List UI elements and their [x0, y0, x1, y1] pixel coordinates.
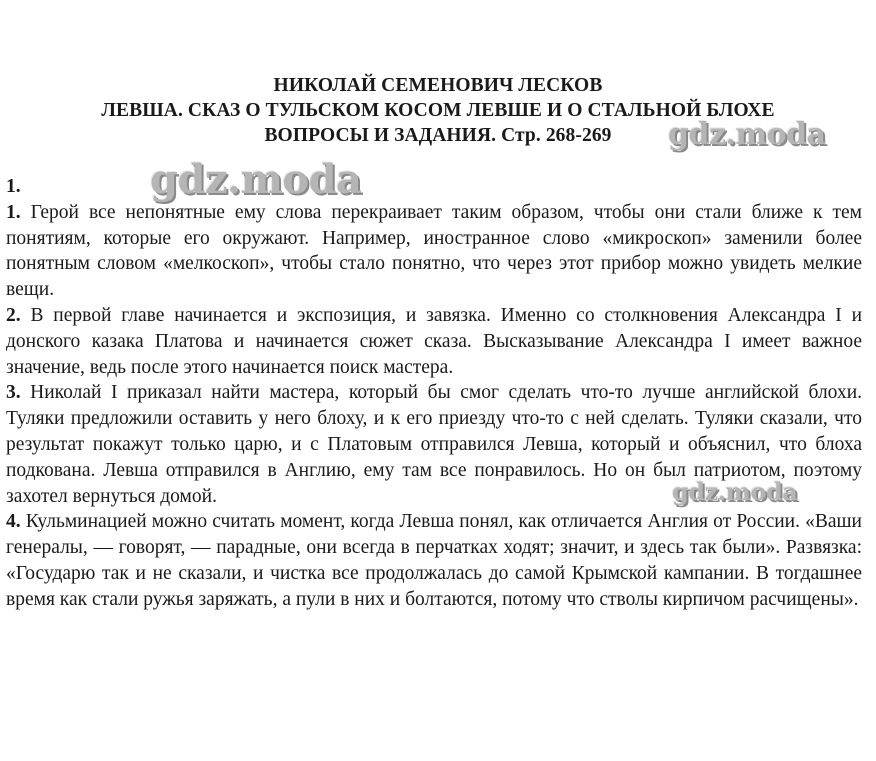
section-number-label: 1.	[6, 176, 21, 197]
answers-body	[6, 174, 862, 613]
subtitle-heading: ВОПРОСЫ И ЗАДАНИЯ. Стр. 268-269	[264, 125, 612, 146]
answer-number: 3.	[6, 382, 21, 404]
section-number	[6, 174, 862, 200]
title-heading: ЛЕВША. СКАЗ О ТУЛЬСКОМ КОСОМ ЛЕВШЕ И О СТАЛЬНОЙ БЛОХЕ	[101, 100, 775, 121]
answer-text: Кульминацией можно считать момент, когда Левша понял, как отличается Англия от России. «Ваши генералы, — говорят, — парадные, они всегда в перчатках ходят; значит, и здесь так были». Развязка: «Государю так и не сказали, и чистка все продолжалась до самой Крымской кампании. В тогдашнее время как стали ружья заряжать, а пули в них и болтаются, потому что стволы кирпичом расчищены».	[6, 511, 862, 610]
answer-number: 4.	[6, 511, 21, 533]
watermark-logo: gdz.moda	[150, 156, 362, 203]
answer-text: В первой главе начинается и экспозиция, и завязка. Именно со столкновения Александра I и донского казака Платова и начинается сюжет сказа. Высказывание Александра I имеет важное значение, ведь после этого начинается поиск мастера.	[6, 304, 862, 378]
watermark-logo: gdz.moda	[668, 117, 826, 152]
answer-number: 1.	[6, 201, 21, 223]
answer-text: Николай I приказал найти мастера, который бы смог сделать что-то лучше английской блохи. Туляки предложили оставить у него блоху, и к его приезду что-то с ней сделать. Туляки сказали, что результат покажут только царю, и с Платовым отправился Левша, который и объяснил, что блоха подкована. Левша отправился в Англию, ему там все понравилось. Но он был патриотом, поэтому захотел вернуться домой.	[6, 382, 862, 507]
answer-paragraph-1	[6, 200, 862, 303]
answer-paragraph-2	[6, 303, 862, 380]
answer-text: Герой все непонятные ему слова перекраивает таким образом, чтобы они стали ближе к тем понятиям, которые его окружают. Например, иностранное слово «микроскоп» заменили более понятным словом «мелкоскоп», чтобы стало понятно, что через этот прибор можно увидеть мелкие вещи.	[6, 201, 862, 301]
watermark-logo: gdz.moda	[672, 477, 798, 506]
author-heading: НИКОЛАЙ СЕМЕНОВИЧ ЛЕСКОВ	[273, 75, 603, 96]
answer-number: 2.	[6, 304, 21, 326]
answer-paragraph-4	[6, 509, 862, 612]
